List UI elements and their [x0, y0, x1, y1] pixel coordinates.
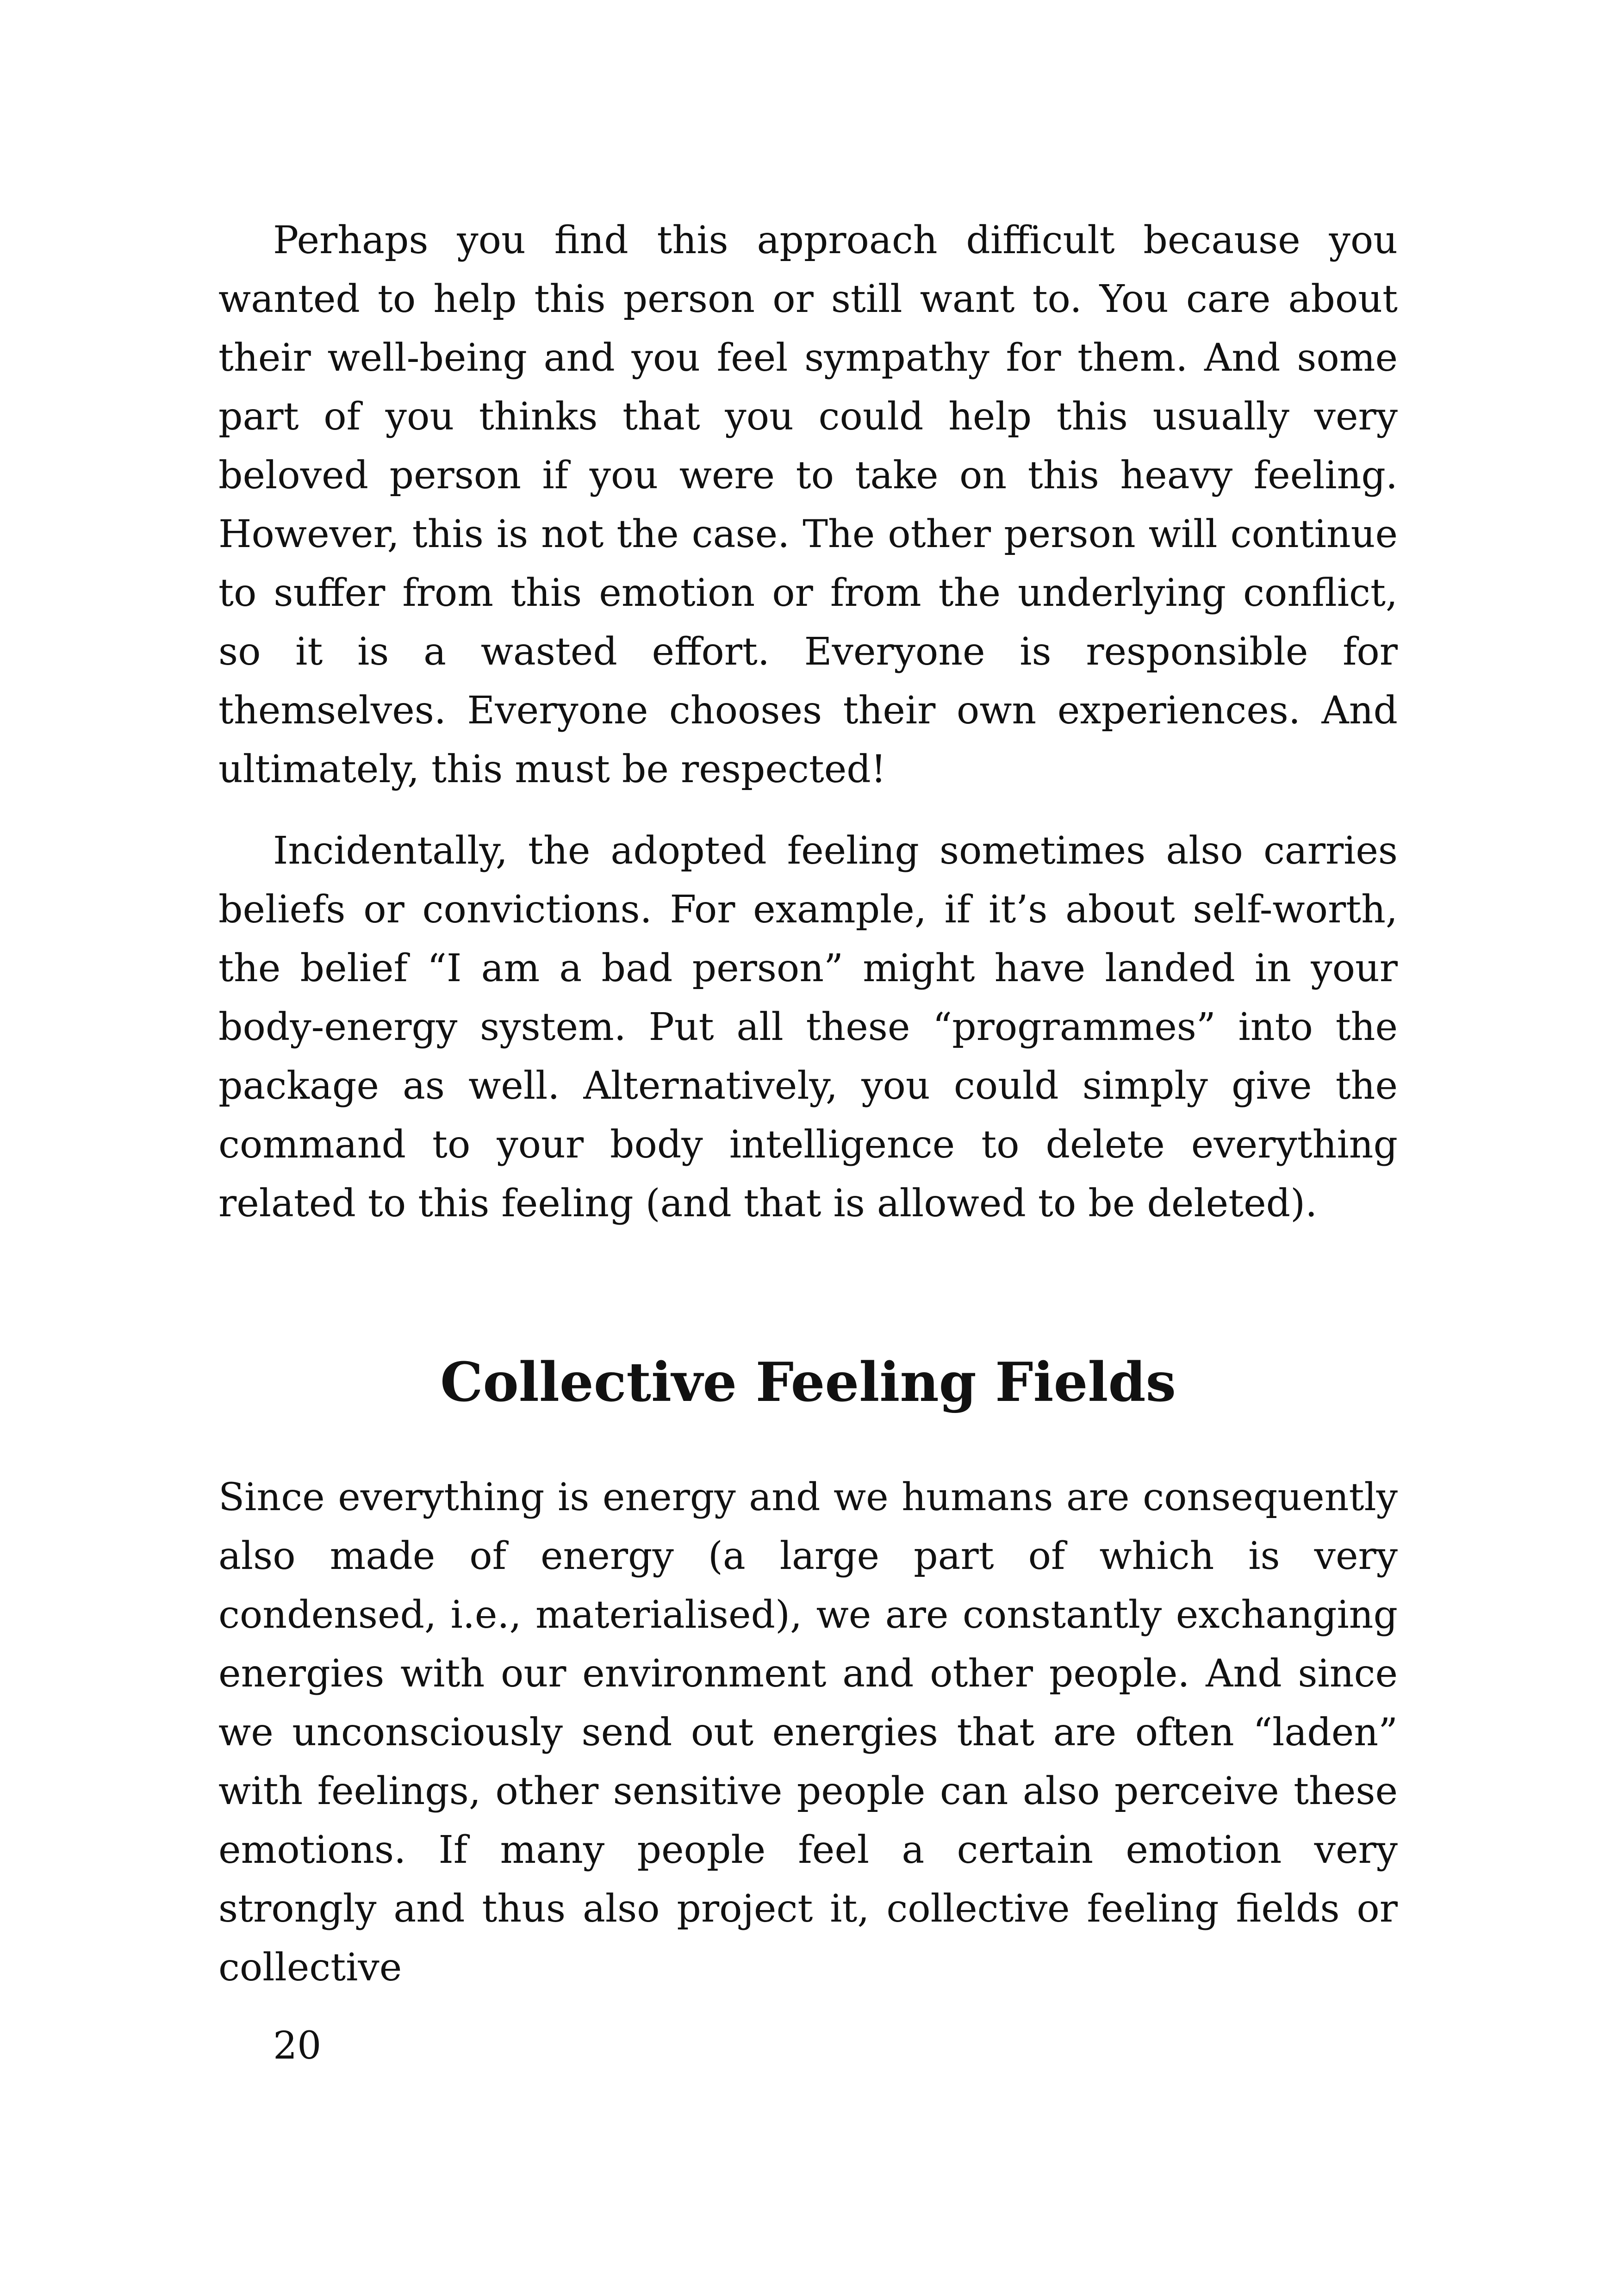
section-paragraph: Since everything is energy and we humans are consequently also made of energy (a large part of which is very condensed, i.e., materialised), we are constantly exchanging energies with our environment and other people. And since we unconsciously send out energies that are often “laden” with feelings, other sensitive people can also perceive these emotions. If many people feel a certain emotion very strongly and thus also project it, collective feeling fields or collective: [218, 1475, 1398, 1990]
page-number: 20: [273, 2024, 322, 2068]
section-heading: Collective Feeling Fields: [440, 1351, 1176, 1414]
body-paragraph-2: Incidentally, the adopted feeling sometimes also carries beliefs or convictions. For example, if it’s about self-worth, the belief “I am a bad person” might have landed in your body-energy system. Put all these “programmes” into the package as well. Alternatively, you could simply give the command to your body intelligence to delete everything related to this feeling (and that is allowed to be deleted).: [218, 829, 1398, 1226]
body-paragraph-1: Perhaps you find this approach difficult because you wanted to help this person or still want to. You care about their well-being and you feel sympathy for them. And some part of you thinks that you could help this usually very beloved person if you were to take on this heavy feeling. However, this is not the case. The other person will continue to suffer from this emotion or from the underlying conflict, so it is a wasted effort. Everyone is responsible for themselves. Everyone chooses their own experiences. And ultimately, this must be respected!: [218, 218, 1398, 791]
